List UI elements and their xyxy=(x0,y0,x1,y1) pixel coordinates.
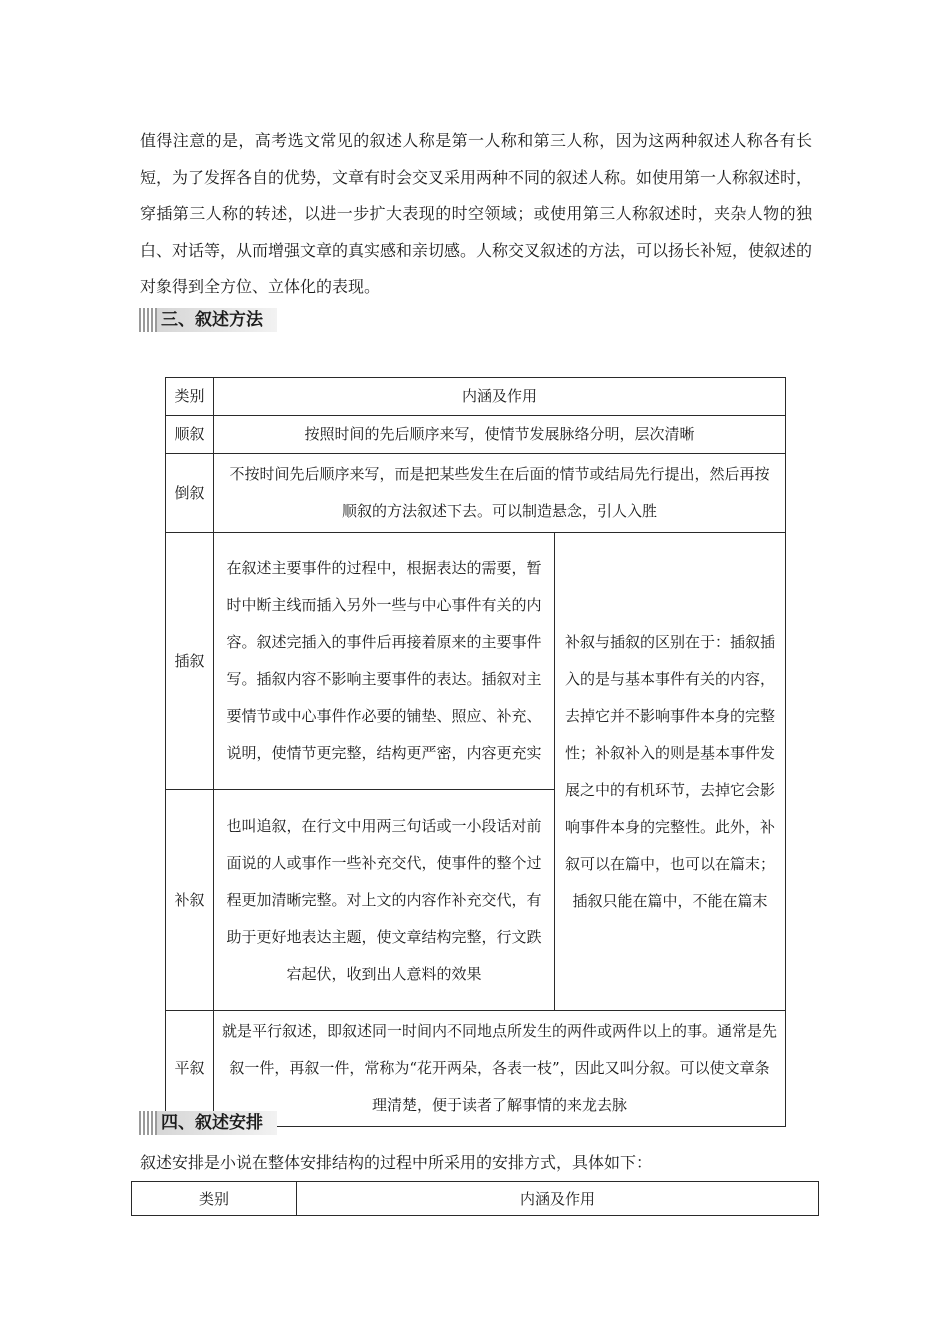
chaxu-buxu-difference-note: 补叙与插叙的区别在于：插叙插入的是与基本事件有关的内容，去掉它并不影响事件本身的完整性；补叙补入的则是基本事件发展之中的有机环节，去掉它会影响事件本身的完整性。此外，补叙可以在篇中，也可以在篇末；插叙只能在篇中，不能在篇末 xyxy=(555,533,786,1011)
narration-arrangement-table xyxy=(131,1181,819,1216)
section-heading-label: 三、叙述方法 xyxy=(161,310,263,330)
header-category: 类别 xyxy=(166,378,214,416)
header-category: 类别 xyxy=(132,1182,297,1216)
header-meaning: 内涵及作用 xyxy=(297,1182,819,1216)
row-content: 按照时间的先后顺序来写，使情节发展脉络分明，层次清晰 xyxy=(214,416,786,454)
row-category: 补叙 xyxy=(166,790,214,1011)
row-content: 在叙述主要事件的过程中，根据表达的需要，暂时中断主线而插入另外一些与中心事件有关的内容。叙述完插入的事件后再接着原来的主要事件写。插叙内容不影响主要事件的表达。插叙对主要情节或中心事件作必要的铺垫、照应、补充、说明，使情节更完整，结构更严密，内容更充实 xyxy=(214,533,555,790)
section-heading-arrangement xyxy=(139,1111,277,1135)
row-category: 倒叙 xyxy=(166,454,214,533)
table-header-row xyxy=(132,1182,819,1216)
section-intro-text: 叙述安排是小说在整体安排结构的过程中所采用的安排方式，具体如下： xyxy=(140,1153,653,1172)
row-content: 就是平行叙述，即叙述同一时间内不同地点所发生的两件或两件以上的事。通常是先叙一件，再叙一件，常称为“花开两朵，各表一枝”，因此又叫分叙。可以使文章条理清楚，便于读者了解事情的来龙去脉 xyxy=(214,1011,786,1127)
table-header-row xyxy=(166,378,786,416)
header-meaning: 内涵及作用 xyxy=(214,378,786,416)
narration-methods-table xyxy=(165,377,786,1127)
heading-bar-decoration xyxy=(139,1111,157,1135)
row-category: 平叙 xyxy=(166,1011,214,1127)
table-row xyxy=(166,454,786,533)
table-row xyxy=(166,416,786,454)
body-paragraph: 值得注意的是，高考选文常见的叙述人称是第一人称和第三人称，因为这两种叙述人称各有长短，为了发挥各自的优势，文章有时会交叉采用两种不同的叙述人称。如使用第一人称叙述时，穿插第三人称的转述，以进一步扩大表现的时空领域；或使用第三人称叙述时，夹杂人物的独白、对话等，从而增强文章的真实感和亲切感。人称交叉叙述的方法，可以扬长补短，使叙述的对象得到全方位、立体化的表现。 xyxy=(140,131,813,296)
row-content: 不按时间先后顺序来写，而是把某些发生在后面的情节或结局先行提出，然后再按顺叙的方法叙述下去。可以制造悬念，引人入胜 xyxy=(214,454,786,533)
table-row xyxy=(166,1011,786,1127)
table-row xyxy=(166,533,786,790)
section-heading-label: 四、叙述安排 xyxy=(161,1113,263,1133)
row-content: 也叫追叙，在行文中用两三句话或一小段话对前面说的人或事作一些补充交代，使事件的整个过程更加清晰完整。对上文的内容作补充交代，有助于更好地表达主题，使文章结构完整，行文跌宕起伏，收到出人意料的效果 xyxy=(214,790,555,1011)
row-category: 顺叙 xyxy=(166,416,214,454)
row-category: 插叙 xyxy=(166,533,214,790)
heading-bar-decoration xyxy=(139,308,157,332)
section-heading-methods xyxy=(139,308,277,332)
